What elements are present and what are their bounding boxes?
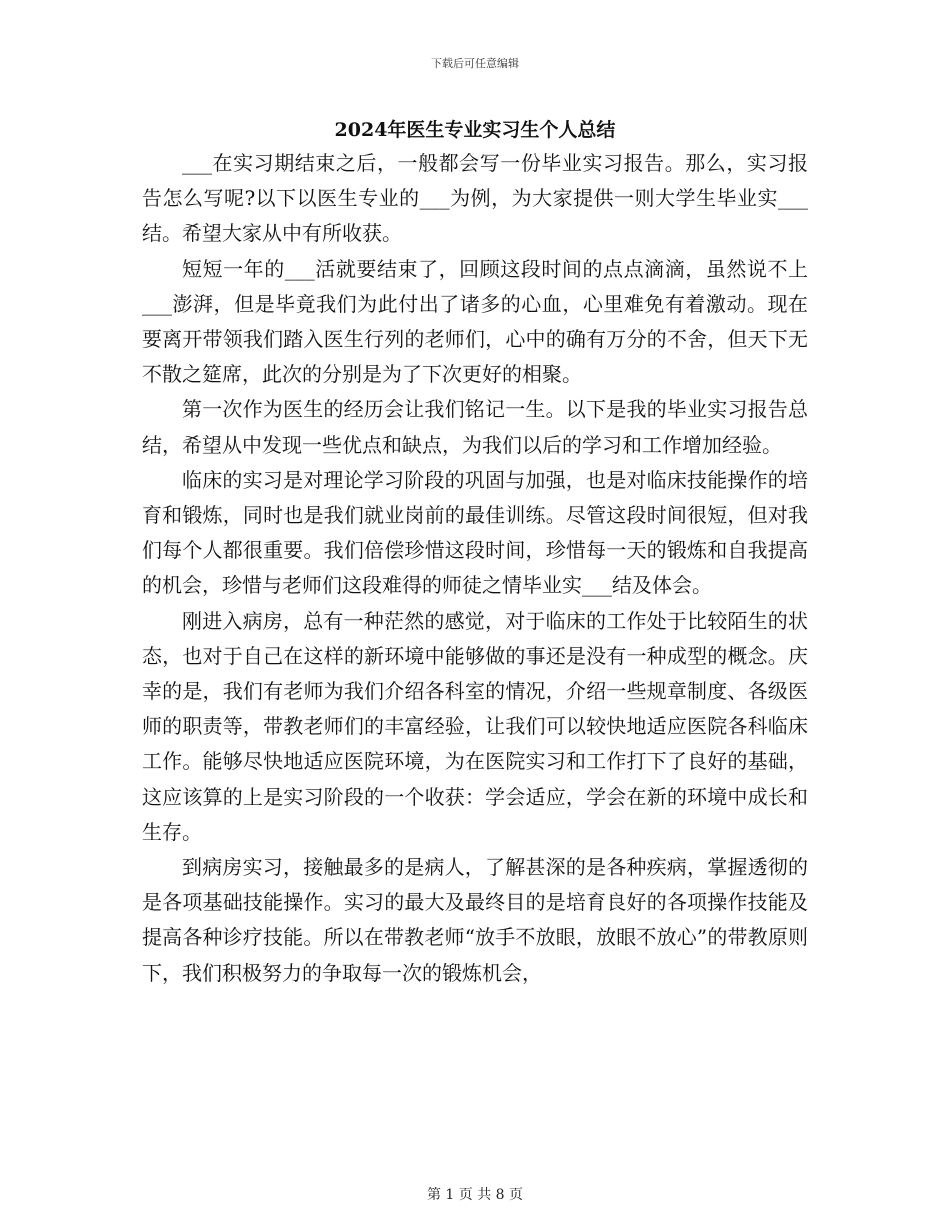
document-body — [142, 146, 808, 991]
document-title: 2024年医生专业实习生个人总结 — [334, 119, 616, 141]
paragraph: ___在实习期结束之后，一般都会写一份毕业实习报告。那么，实习报告怎么写呢?以下以医生专业的___为例，为大家提供一则大学生毕业实___结。希望大家从中有所收获。 — [142, 151, 808, 246]
paragraph: 到病房实习，接触最多的是病人，了解甚深的是各种疾病，掌握透彻的是各项基础技能操作。实习的最大及最终目的是培育良好的各项操作技能及提高各种诊疗技能。所以在带教老师“放手不放眼，放眼不放心”的带教原则下，我们积极努力的争取每一次的锻炼机会， — [142, 855, 808, 985]
header-note: 下载后可任意编辑 — [431, 57, 519, 70]
page-footer: 第 1 页 共 8 页 — [426, 1187, 524, 1203]
paragraph: 刚进入病房，总有一种茫然的感觉，对于临床的工作处于比较陌生的状态，也对于自己在这样的新环境中能够做的事还是没有一种成型的概念。庆幸的是，我们有老师为我们介绍各科室的情况，介绍一些规章制度、各级医师的职责等，带教老师们的丰富经验，让我们可以较快地适应医院各科临床工作。能够尽快地适应医院环境，为在医院实习和工作打下了良好的基础，这应该算的上是实习阶段的一个收获：学会适应，学会在新的环境中成长和生存。 — [142, 608, 808, 844]
paragraph: 短短一年的___活就要结束了，回顾这段时间的点点滴滴，虽然说不上___澎湃，但是毕竟我们为此付出了诸多的心血，心里难免有着激动。现在要离开带领我们踏入医生行列的老师们，心中的确有万分的不舍，但天下无不散之筵席，此次的分别是为了下次更好的相聚。 — [142, 256, 808, 387]
paragraph: 第一次作为医生的经历会让我们铭记一生。以下是我的毕业实习报告总结，希望从中发现一些优点和缺点，为我们以后的学习和工作增加经验。 — [142, 397, 808, 457]
paragraph: 临床的实习是对理论学习阶段的巩固与加强，也是对临床技能操作的培育和锻炼，同时也是我们就业岗前的最佳训练。尽管这段时间很短，但对我们每个人都很重要。我们倍偿珍惜这段时间，珍惜每一天的锻炼和自我提高的机会，珍惜与老师们这段难得的师徒之情毕业实___结及体会。 — [142, 467, 808, 598]
